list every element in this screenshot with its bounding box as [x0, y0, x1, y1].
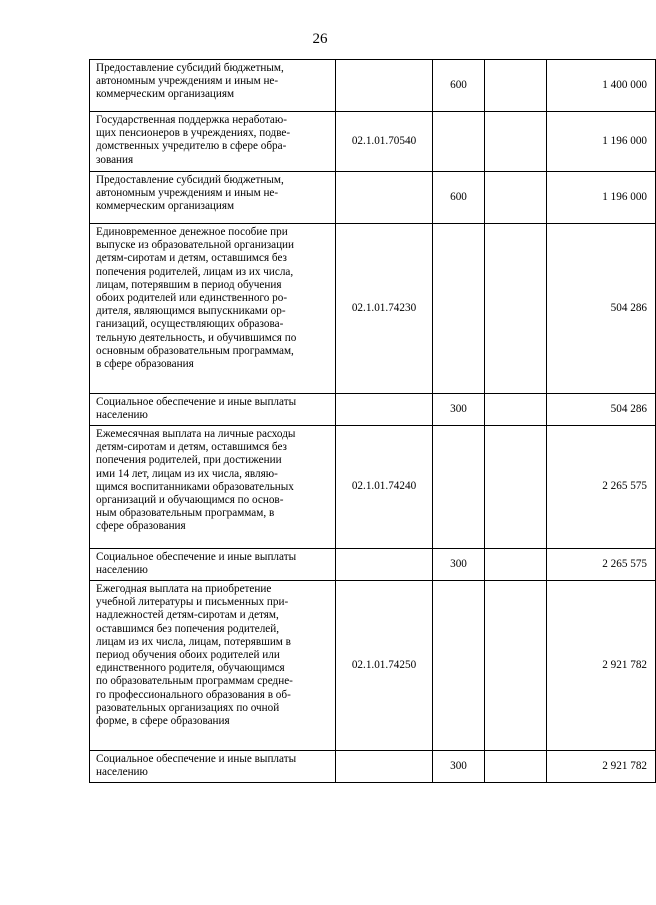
description-line: детям-сиротам и детям, оставшимся без — [96, 252, 287, 265]
table-row — [90, 394, 656, 426]
amount-value: 2 265 575 — [547, 426, 656, 549]
description-line: единственного родителя, обучающимся — [96, 662, 285, 675]
description-line: надлежностей детям-сиротам и детям, — [96, 609, 279, 622]
empty-cell — [485, 426, 547, 549]
description-line: Предоставление субсидий бюджетным, — [96, 62, 284, 74]
description-line: лицам, потерявшим в период обучения — [96, 278, 282, 291]
description-line: Государственная поддержка неработаю- — [96, 114, 287, 126]
expense-type-code — [433, 426, 485, 549]
amount-value: 1 196 000 — [547, 172, 656, 224]
table-row — [90, 751, 656, 783]
table-row — [90, 224, 656, 394]
expense-type-code: 600 — [433, 172, 485, 224]
amount-value: 2 921 782 — [547, 581, 656, 751]
description-line: организаций и обучающимся по основ- — [96, 494, 284, 507]
description-line: щимся воспитанниками образовательных — [96, 480, 294, 493]
description-line: го профессионального образования в об- — [96, 688, 291, 701]
description-line: автономным учреждениям и иным не- — [96, 75, 279, 88]
description-line: тельную деятельность, и обучившимся по — [96, 331, 297, 344]
empty-cell — [485, 549, 547, 581]
table-row — [90, 60, 656, 112]
description-line: попечения родителей, при достижении — [96, 454, 282, 467]
table-row — [90, 581, 656, 751]
amount-value: 2 265 575 — [547, 549, 656, 581]
description-line: период обучения обоих родителей или — [96, 649, 280, 662]
empty-cell — [485, 60, 547, 112]
description-line: Единовременное денежное пособие при — [96, 226, 288, 238]
description-line: форме, в сфере образования — [96, 715, 230, 728]
table-row — [90, 112, 656, 172]
row-description — [90, 549, 336, 581]
amount-value: 504 286 — [547, 394, 656, 426]
description-line: коммерческим организациям — [96, 88, 235, 101]
description-line: учебной литературы и письменных при- — [96, 596, 289, 609]
description-line: по образовательным программам средне- — [96, 675, 293, 688]
target-article-code — [336, 60, 433, 112]
description-line: населению — [96, 564, 148, 577]
target-article-code — [336, 751, 433, 783]
empty-cell — [485, 394, 547, 426]
description-line: коммерческим организациям — [96, 200, 235, 213]
description-line: автономным учреждениям и иным не- — [96, 187, 279, 200]
target-article-code: 02.1.01.70540 — [336, 112, 433, 172]
budget-table-body — [90, 60, 656, 783]
description-line: разовательных организациях по очной — [96, 701, 280, 714]
empty-cell — [485, 751, 547, 783]
description-line: обоих родителей или единственного ро- — [96, 292, 288, 305]
description-line: зования — [96, 153, 134, 166]
table-row — [90, 172, 656, 224]
expense-type-code: 300 — [433, 751, 485, 783]
description-line: щих пенсионеров в учреждениях, подве- — [96, 127, 291, 140]
amount-value: 1 400 000 — [547, 60, 656, 112]
description-line: ими 14 лет, лицам из их числа, являю- — [96, 467, 278, 480]
description-line: населению — [96, 409, 148, 422]
page-number: 26 — [312, 31, 328, 47]
amount-value: 2 921 782 — [547, 751, 656, 783]
description-line: дителя, являющимся выпускниками ор- — [96, 305, 286, 318]
row-description — [90, 224, 336, 394]
amount-value: 1 196 000 — [547, 112, 656, 172]
row-description — [90, 172, 336, 224]
empty-cell — [485, 224, 547, 394]
target-article-code: 02.1.01.74240 — [336, 426, 433, 549]
description-line: домственных учредителю в сфере обра- — [96, 140, 287, 153]
expense-type-code: 600 — [433, 60, 485, 112]
description-line: в сфере образования — [96, 358, 194, 371]
description-line: Ежегодная выплата на приобретение — [96, 583, 272, 595]
description-line: оставшимся без попечения родителей, — [96, 622, 280, 635]
description-line: населению — [96, 766, 148, 779]
description-line: попечения родителей, лицам из их числа, — [96, 265, 294, 278]
row-description — [90, 60, 336, 112]
expense-type-code — [433, 112, 485, 172]
empty-cell — [485, 172, 547, 224]
target-article-code: 02.1.01.74250 — [336, 581, 433, 751]
description-line: Социальное обеспечение и иные выплаты — [96, 551, 297, 563]
row-description — [90, 426, 336, 549]
target-article-code — [336, 549, 433, 581]
description-line: детям-сиротам и детям, оставшимся без — [96, 441, 287, 454]
expense-type-code — [433, 581, 485, 751]
row-description — [90, 394, 336, 426]
description-line: ганизаций, осуществляющих образова- — [96, 318, 284, 331]
row-description — [90, 581, 336, 751]
description-line: выпуске из образовательной организации — [96, 239, 295, 252]
budget-table — [89, 59, 656, 783]
target-article-code: 02.1.01.74230 — [336, 224, 433, 394]
expense-type-code: 300 — [433, 549, 485, 581]
empty-cell — [485, 112, 547, 172]
row-description — [90, 112, 336, 172]
table-row — [90, 426, 656, 549]
target-article-code — [336, 172, 433, 224]
amount-value: 504 286 — [547, 224, 656, 394]
description-line: основным образовательным программам, — [96, 344, 294, 357]
description-line: Социальное обеспечение и иные выплаты — [96, 396, 297, 408]
empty-cell — [485, 581, 547, 751]
table-row — [90, 549, 656, 581]
description-line: лицам из их числа, лицам, потерявшим в — [96, 635, 291, 648]
target-article-code — [336, 394, 433, 426]
description-line: сфере образования — [96, 520, 186, 533]
description-line: Социальное обеспечение и иные выплаты — [96, 753, 297, 765]
description-line: Предоставление субсидий бюджетным, — [96, 174, 284, 186]
expense-type-code — [433, 224, 485, 394]
expense-type-code: 300 — [433, 394, 485, 426]
row-description — [90, 751, 336, 783]
description-line: ным образовательным программам, в — [96, 507, 275, 520]
description-line: Ежемесячная выплата на личные расходы — [96, 428, 296, 440]
